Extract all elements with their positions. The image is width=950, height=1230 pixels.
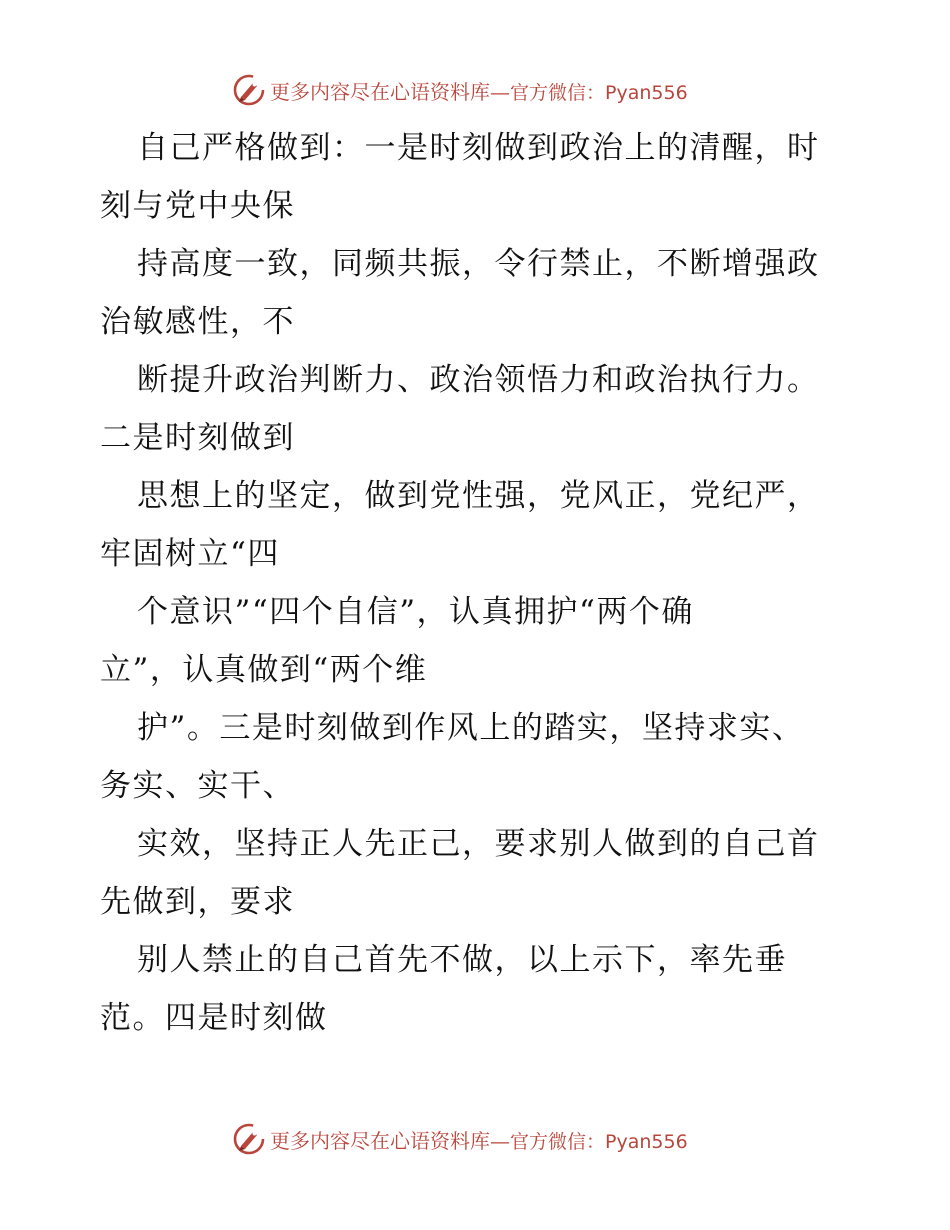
red-ink-pen-logo-icon — [232, 73, 266, 107]
body-line: 牢固树立“四 — [100, 536, 280, 572]
body-line: 持高度一致，同频共振，令行禁止，不断增强政 — [137, 246, 820, 282]
body-line: 个意识”“四个自信”，认真拥护“两个确 — [137, 594, 694, 630]
body-line: 二是时刻做到 — [100, 420, 295, 456]
body-line: 别人禁止的自己首先不做，以上示下，率先垂 — [137, 942, 787, 978]
footer-watermark — [232, 1122, 688, 1156]
body-line: 自己严格做到：一是时刻做到政治上的清醒，时 — [137, 130, 820, 166]
watermark-text: 更多内容尽在心语资料库—官方微信：Pyan556 — [270, 1128, 688, 1153]
body-line: 断提升政治判断力、政治领悟力和政治执行力。 — [137, 362, 820, 398]
body-line: 刻与党中央保 — [100, 188, 295, 224]
header-watermark — [232, 73, 688, 107]
body-line: 思想上的坚定，做到党性强，党风正，党纪严， — [137, 478, 820, 514]
body-line: 实效，坚持正人先正己，要求别人做到的自己首 — [137, 826, 820, 862]
body-line: 务实、实干、 — [100, 768, 295, 804]
body-line: 范。四是时刻做 — [100, 1000, 328, 1036]
body-line: 治敏感性，不 — [100, 304, 295, 340]
body-line: 立”，认真做到“两个维 — [100, 652, 428, 688]
watermark-text: 更多内容尽在心语资料库—官方微信：Pyan556 — [270, 79, 688, 104]
body-line: 先做到，要求 — [100, 884, 295, 920]
body-line: 护”。三是时刻做到作风上的踏实，坚持求实、 — [137, 710, 805, 746]
red-ink-pen-logo-icon — [232, 1122, 266, 1156]
